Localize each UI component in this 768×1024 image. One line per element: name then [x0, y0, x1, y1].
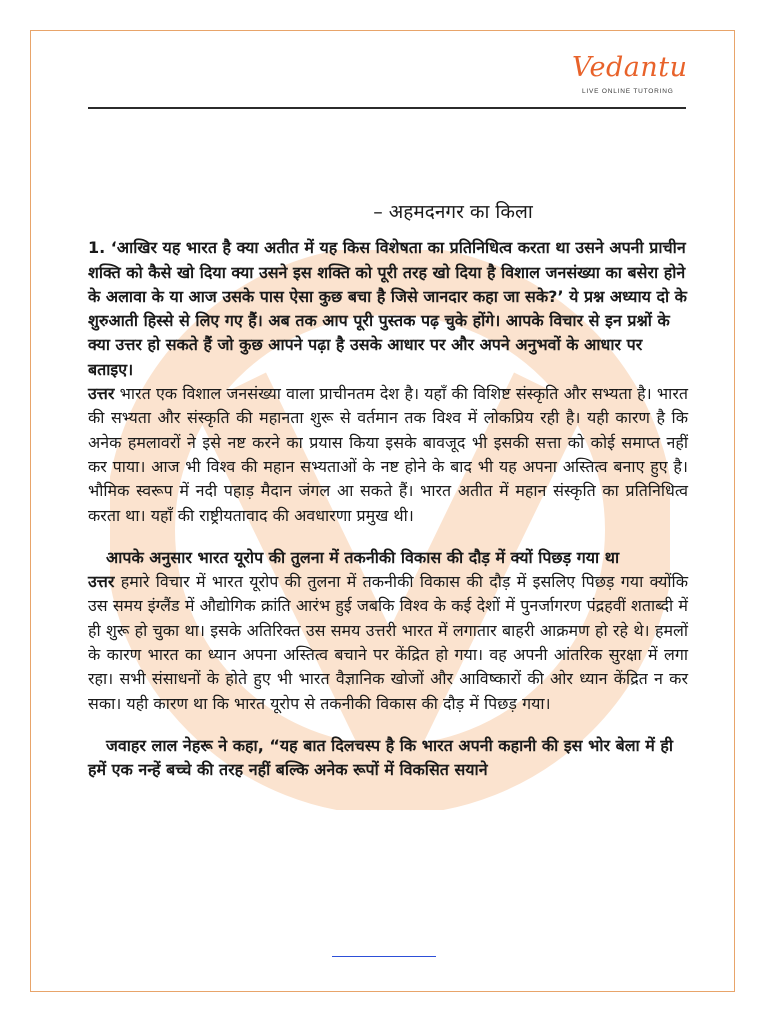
- answer-label: उत्तर: [88, 384, 115, 404]
- question-3: जवाहर लाल नेहरू ने कहा, “यह बात दिलचस्प है कि भारत अपनी कहानी की इस भोर बेला में ही हमें एक नन्हें बच्चे की तरह नहीं बल्कि अनेक रूपों में विकसित सयाने: [88, 735, 674, 780]
- answer-1: [88, 382, 688, 528]
- logo-wordmark: Vedantu: [572, 52, 688, 83]
- question-1: 1. ‘आखिर यह भारत है क्या अतीत में यह किस विशेषता का प्रतिनिधित्व करता था उसने अपनी प्राचीन शक्ति को कैसे खो दिया क्या उसने इस शक्ति को पूरी तरह खो दिया है विशाल जनसंख्या का बसेरा होने के अलावा के या आज उसके पास ऐसा कुछ बचा है जिसे जानदार कहा जा सके?’ ये प्रश्न अध्याय दो के शुरुआती हिस्से से लिए गए हैं। अब तक आप पूरी पुस्तक पढ़ चुके होंगे। आपके विचार से इन प्रश्नों के क्या उत्तर हो सकते हैं जो कुछ आपने पढ़ा है उसके आधार पर और अपने अनुभवों के आधार पर बताइए।: [88, 238, 687, 379]
- answer-1-text: भारत एक विशाल जनसंख्या वाला प्राचीनतम देश है। यहाँ की विशिष्ट संस्कृति और सभ्यता है। भारत की सभ्यता और संस्कृति की महानता शुरू से वर्तमान तक विश्व में लोकप्रिय रही है। यही कारण है कि अनेक हमलावरों ने इसे नष्ट करने का प्रयास किया इसके बावजूद भी इसकी सत्ता को कोई समाप्त नहीं कर पाया। आज भी विश्व की महान सभ्यताओं के नष्ट होने के बाद भी यह अपना अस्तित्व बनाए हुए है। भौमिक स्वरूप में नदी पहाड़ मैदान जंगल आ सकते हैं। भारत अतीत में महान संस्कृति का प्रतिनिधित्व करता था। यहाँ की राष्ट्रीयतावाद की अवधारणा प्रमुख थी।: [88, 384, 688, 525]
- footer-link[interactable]: [332, 956, 436, 957]
- header-rule: [88, 107, 686, 109]
- answer-2-text: हमारे विचार में भारत यूरोप की तुलना में तकनीकी विकास की दौड़ में इसलिए पिछड़ गया क्योंकि उस समय इंग्लैंड में औद्योगिक क्रांति आरंभ हुई जबकि विश्व के कई देशों में पुनर्जागरण पंद्रहवीं शताब्दी में ही शुरू हो चुका था। इसके अतिरिक्त उस समय उत्तरी भारत में लगातार बाहरी आक्रमण हो रहे थे। हमलों के कारण भारत का ध्यान अपना अस्तित्व बचाने पर केंद्रित हो गया। वह अपनी आंतरिक सुरक्षा में लगा रहा। सभी संसाधनों के होते हुए भी भारत वैज्ञानिक खोजों और आविष्कारों की ओर ध्यान केंद्रित न कर सका। यही कारण था कि भारत यूरोप से तकनीकी विकास की दौड़ में पिछड़ गया।: [88, 572, 688, 713]
- vedantu-logo: [572, 52, 692, 100]
- answer-2: [88, 570, 688, 716]
- logo-tagline: LIVE ONLINE TUTORING: [582, 88, 674, 95]
- chapter-title: – अहमदनगर का किला: [373, 201, 533, 223]
- document-body: [88, 200, 688, 783]
- spacer: [88, 716, 688, 734]
- spacer: [88, 528, 688, 546]
- answer-label: उत्तर: [88, 572, 115, 592]
- question-2: आपके अनुसार भारत यूरोप की तुलना में तकनीकी विकास की दौड़ में क्यों पिछड़ गया था: [106, 547, 620, 567]
